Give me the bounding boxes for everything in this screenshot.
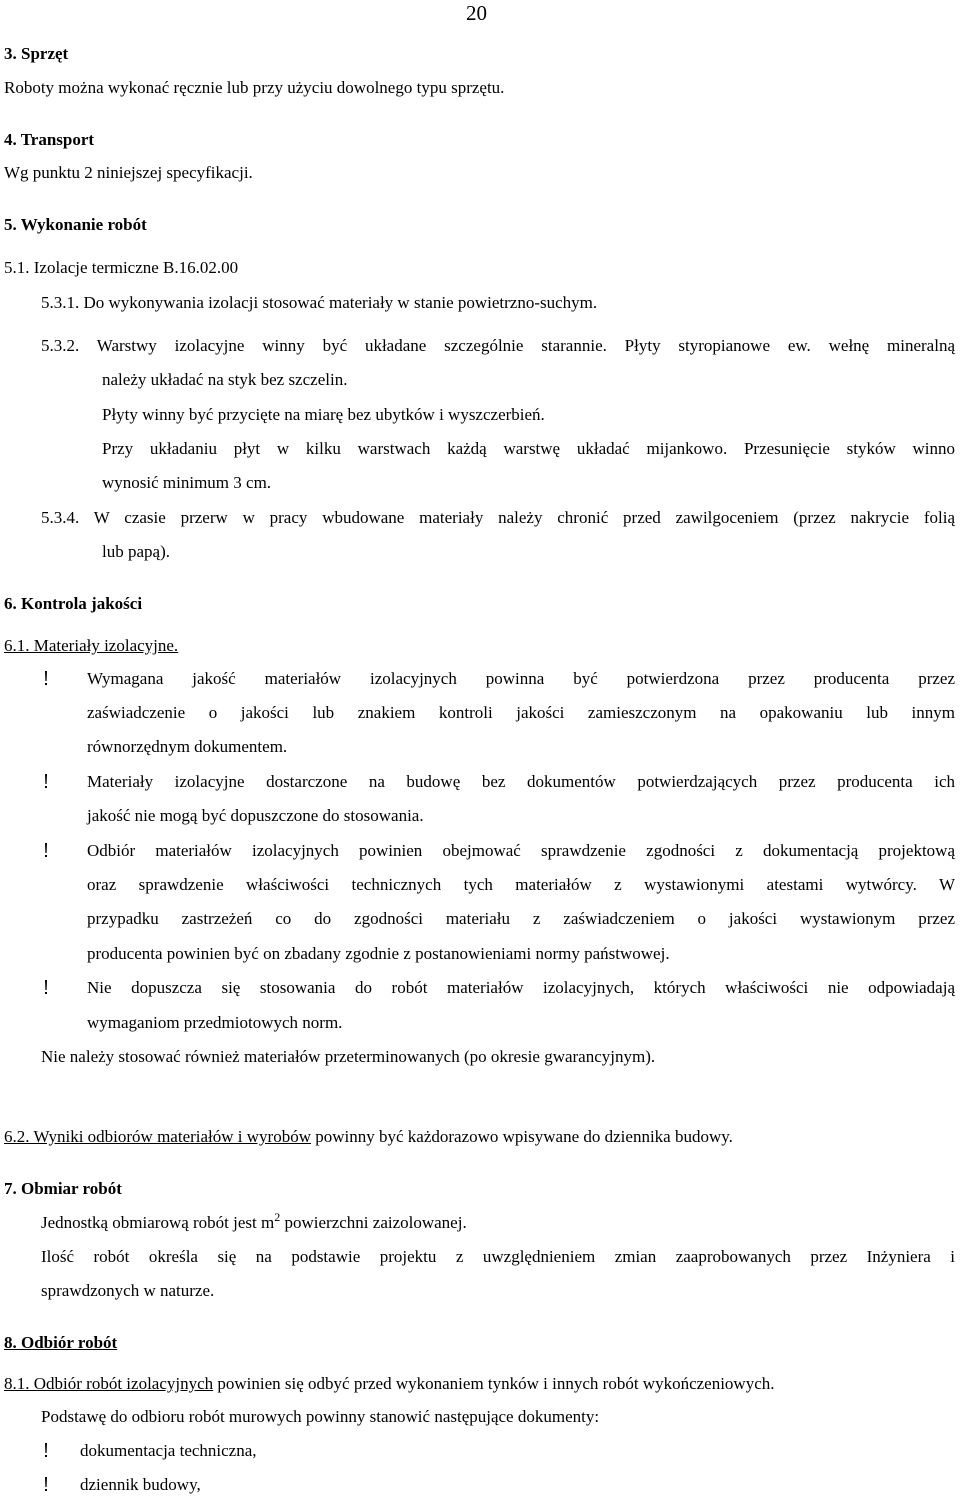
- bullet-icon: [42, 1441, 50, 1461]
- paragraph-5-3-1: 5.3.1. Do wykonywania izolacji stosować materiały w stanie powietrzno-suchym.: [41, 293, 598, 312]
- bullet-1-line-1: Wymagana jakość materiałów izolacyjnych powinna być potwierdzona przez producenta przez: [87, 669, 955, 688]
- paragraph-5-3-2-line-4: Przy układaniu płyt w kilku warstwach każdą warstwę układać mijankowo. Przesunięcie styków winno: [102, 439, 955, 458]
- acceptance-basis-text: Podstawę do odbioru robót murowych powinny stanowić następujące dokumenty:: [41, 1407, 600, 1426]
- measurement-unit-line: [41, 1210, 467, 1233]
- quantity-line-1: Ilość robót określa się na podstawie projektu z uwzględnieniem zmian zaaprobowanych przez Inżyniera i: [41, 1247, 955, 1266]
- expired-materials-note: Nie należy stosować również materiałów przeterminowanych (po okresie gwarancyjnym).: [41, 1047, 656, 1066]
- unit-superscript: 2: [274, 1210, 281, 1224]
- bullet-2-line-1: Materiały izolacyjne dostarczone na budowę bez dokumentów potwierdzających przez producenta ich: [87, 772, 955, 791]
- bullet-3-line-3: przypadku zastrzeżeń co do zgodności materiału z zaświadczeniem o jakości wystawionym przez: [87, 909, 955, 928]
- paragraph-5-3-2-line-1: 5.3.2. Warstwy izolacyjne winny być układane szczególnie starannie. Płyty styropianowe ew. wełnę mineralną: [41, 336, 955, 355]
- section-6-2-line: [4, 1127, 733, 1147]
- section-4-heading: 4. Transport: [4, 130, 95, 149]
- bullet-2-line-2: jakość nie mogą być dopuszczone do stosowania.: [87, 806, 424, 825]
- unit-text-end: powierzchni zaizolowanej.: [280, 1213, 467, 1232]
- paragraph-5-3-2-line-3: Płyty winny być przycięte na miarę bez ubytków i wyszczerbień.: [102, 405, 545, 424]
- paragraph-5-3-2-line-2: należy układać na styk bez szczelin.: [102, 370, 348, 389]
- paragraph-5-3-2-line-5: wynosić minimum 3 cm.: [102, 473, 272, 492]
- bullet-4-line-1: Nie dopuszcza się stosowania do robót materiałów izolacyjnych, których właściwości nie odpowiadają: [87, 978, 955, 997]
- bullet-icon: [42, 669, 50, 689]
- section-3-text: Roboty można wykonać ręcznie lub przy użyciu dowolnego typu sprzętu.: [4, 78, 505, 97]
- bullet-3-line-1: Odbiór materiałów izolacyjnych powinien obejmować sprawdzenie zgodności z dokumentacją projektową: [87, 841, 955, 860]
- bullet-4-line-2: wymaganiom przedmiotowych norm.: [87, 1013, 343, 1032]
- quantity-line-2: sprawdzonych w naturze.: [41, 1281, 215, 1300]
- page-number: 20: [466, 1, 487, 25]
- section-6-2-title: 6.2. Wyniki odbiorów materiałów i wyrobów: [4, 1127, 311, 1146]
- unit-text: Jednostką obmiarową robót jest m: [41, 1213, 275, 1232]
- section-3-heading: 3. Sprzęt: [4, 44, 69, 63]
- section-8-heading: 8. Odbiór robót: [4, 1333, 118, 1352]
- section-8-1-text: powinien się odbyć przed wykonaniem tynków i innych robót wykończeniowych.: [213, 1374, 775, 1393]
- bullet-icon: [42, 772, 50, 792]
- section-5-1-title: 5.1. Izolacje termiczne B.16.02.00: [4, 258, 239, 277]
- section-7-heading: 7. Obmiar robót: [4, 1179, 122, 1198]
- section-5-heading: 5. Wykonanie robót: [4, 215, 147, 234]
- section-6-heading: 6. Kontrola jakości: [4, 594, 143, 613]
- section-8-1-line: [4, 1374, 775, 1394]
- document-list-item: dokumentacja techniczna,: [80, 1441, 257, 1460]
- bullet-3-line-2: oraz sprawdzenie właściwości technicznych tych materiałów z wystawionymi atestami wytwórcy. W: [87, 875, 955, 894]
- paragraph-5-3-4-line-1: 5.3.4. W czasie przerw w pracy wbudowane materiały należy chronić przed zawilgoceniem (przez nakrycie folią: [41, 508, 955, 527]
- section-8-1-title: 8.1. Odbiór robót izolacyjnych: [4, 1374, 214, 1393]
- bullet-icon: [42, 1475, 50, 1495]
- section-6-1-title: 6.1. Materiały izolacyjne.: [4, 636, 179, 655]
- bullet-1-line-2: zaświadczenie o jakości lub znakiem kontroli jakości zamieszczonym na opakowaniu lub innym: [87, 703, 955, 722]
- bullet-icon: [42, 841, 50, 861]
- bullet-1-line-3: równorzędnym dokumentem.: [87, 737, 288, 756]
- document-list-item: dziennik budowy,: [80, 1475, 201, 1494]
- section-4-text: Wg punktu 2 niniejszej specyfikacji.: [4, 163, 253, 182]
- bullet-3-line-4: producenta powinien być on zbadany zgodnie z postanowieniami normy państwowej.: [87, 944, 670, 963]
- bullet-icon: [42, 978, 50, 998]
- section-6-2-text: powinny być każdorazowo wpisywane do dziennika budowy.: [310, 1127, 733, 1146]
- paragraph-5-3-4-line-2: lub papą).: [102, 542, 170, 561]
